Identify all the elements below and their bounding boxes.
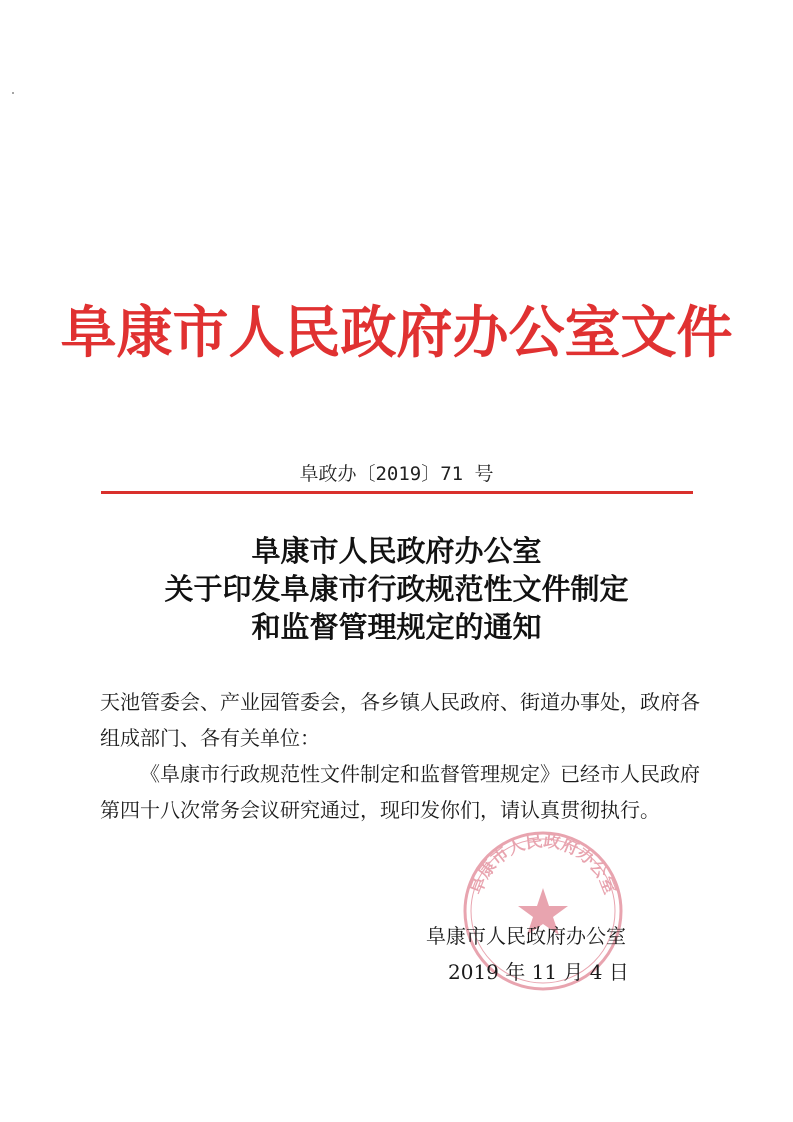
notice-title-line-3: 和监督管理规定的通知 xyxy=(251,610,542,644)
notice-title xyxy=(0,532,793,646)
seal-text: 阜康市人民政府办公室 xyxy=(466,831,620,898)
signature-block xyxy=(418,918,718,990)
notice-body xyxy=(100,684,700,828)
addressee-paragraph: 天池管委会、产业园管委会，各乡镇人民政府、街道办事处，政府各组成部门、各有关单位： xyxy=(100,690,700,750)
notice-title-line-1: 阜康市人民政府办公室 xyxy=(251,534,542,568)
document-number: 阜政办〔2019〕71 号 xyxy=(299,463,494,485)
content-paragraph: 《阜康市行政规范性文件制定和监督管理规定》已经市人民政府第四十八次常务会议研究通过，现印发你们，请认真贯彻执行。 xyxy=(100,762,700,822)
signature-org: 阜康市人民政府办公室 xyxy=(426,924,626,948)
header-red-rule xyxy=(101,491,693,494)
notice-title-line-2: 关于印发阜康市行政规范性文件制定 xyxy=(164,572,629,606)
signature-date: 2019 年 11 月 4 日 xyxy=(448,960,629,984)
scan-speck xyxy=(12,92,14,94)
document-header-title: 阜康市人民政府办公室文件 xyxy=(60,300,733,366)
svg-text:阜康市人民政府办公室 xyxy=(465,830,620,897)
